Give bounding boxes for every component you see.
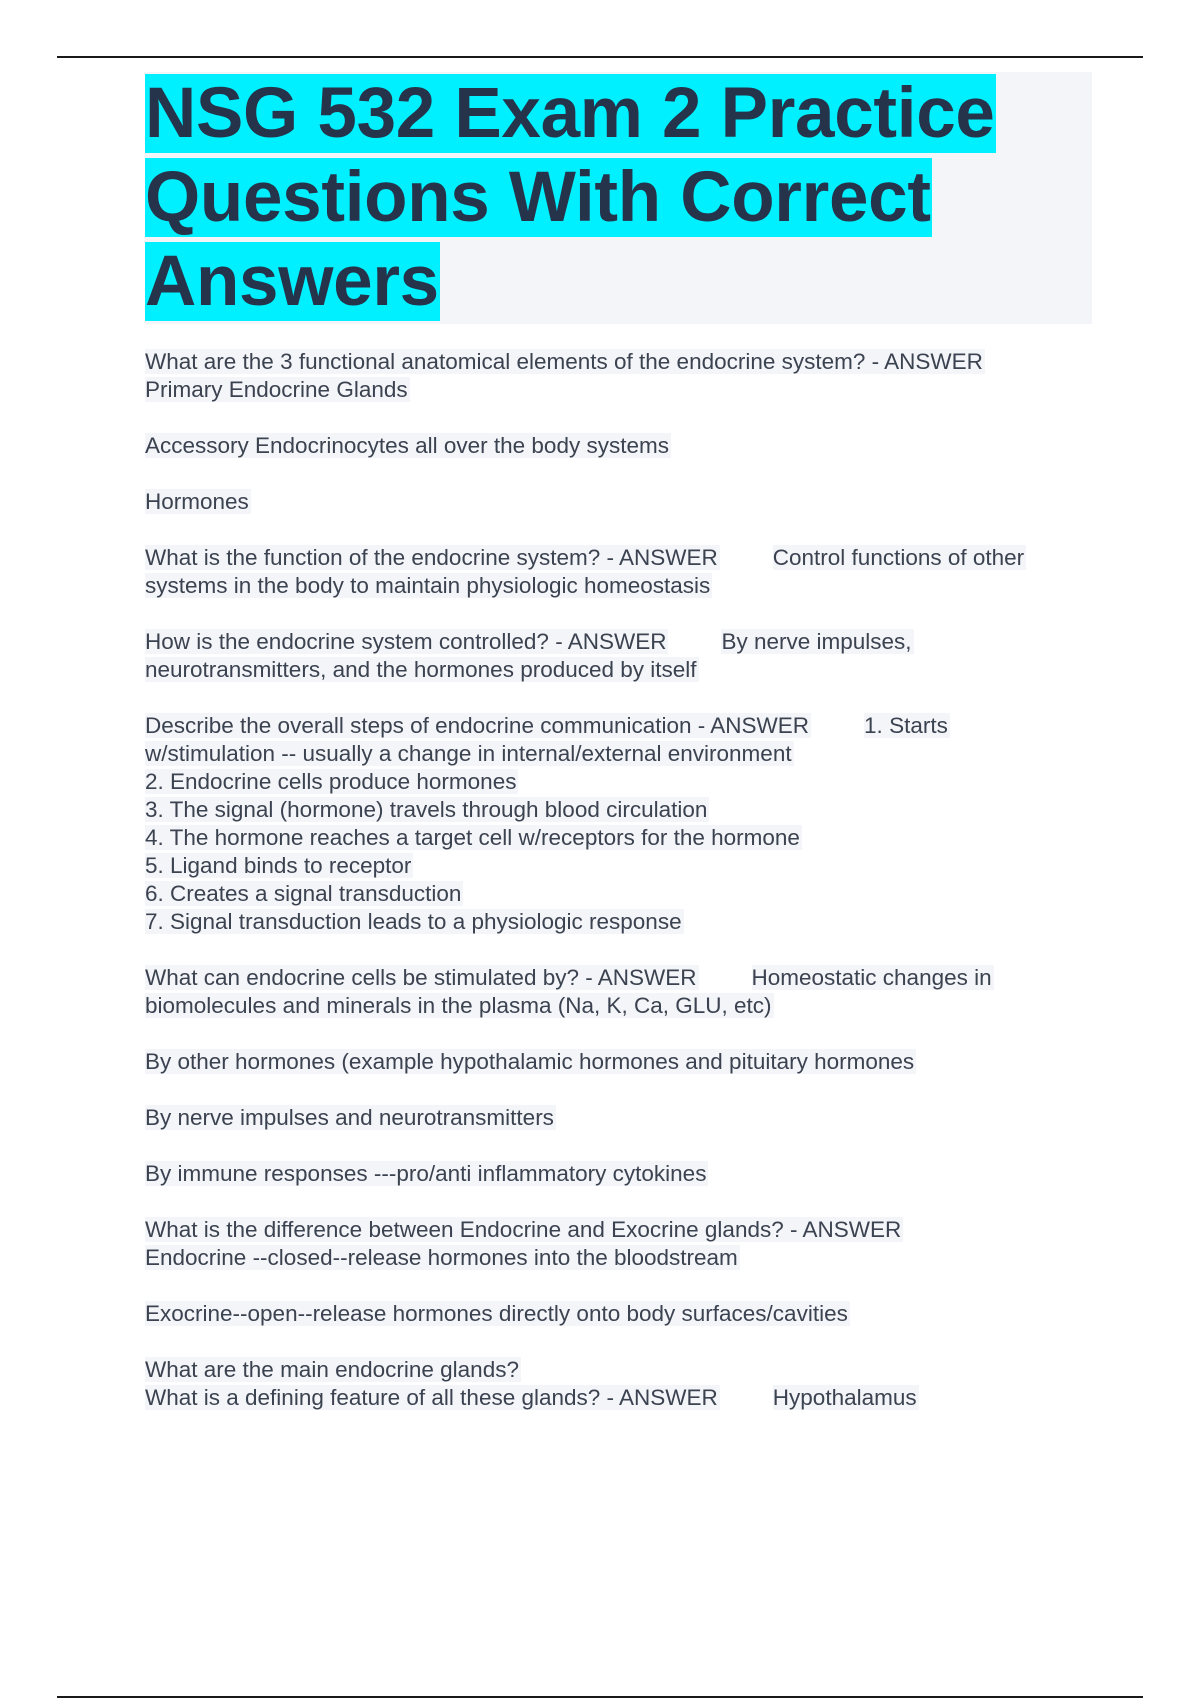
qa-paragraph-steps bbox=[145, 712, 1095, 936]
bottom-rule bbox=[57, 1696, 1143, 1698]
text-line: biomolecules and minerals in the plasma (Na, K, Ca, GLU, etc) bbox=[145, 993, 772, 1018]
list-item: 3. The signal (hormone) travels through blood circulation bbox=[145, 797, 708, 822]
title-line-2: Questions With Correct bbox=[145, 158, 931, 237]
list-item: 4. The hormone reaches a target cell w/receptors for the hormone bbox=[145, 825, 800, 850]
text-line: Accessory Endocrinocytes all over the body systems bbox=[145, 433, 669, 458]
question-text: What is the function of the endocrine system? - ANSWER bbox=[145, 545, 718, 570]
document-body bbox=[145, 348, 1095, 1440]
question-text: What can endocrine cells be stimulated by? - ANSWER bbox=[145, 965, 697, 990]
qa-paragraph-main-glands bbox=[145, 1356, 1095, 1412]
qa-paragraph-1 bbox=[145, 348, 1095, 404]
answer-paragraph-other-hormones bbox=[145, 1048, 1095, 1076]
answer-text: By nerve impulses, bbox=[721, 629, 912, 654]
answer-paragraph-hormones bbox=[145, 488, 1095, 516]
answer-text: Homeostatic changes in bbox=[751, 965, 992, 990]
text-line: What are the main endocrine glands? bbox=[145, 1357, 519, 1382]
text-line: Endocrine --closed--release hormones into the bloodstream bbox=[145, 1245, 738, 1270]
text-line: Exocrine--open--release hormones directly onto body surfaces/cavities bbox=[145, 1301, 848, 1326]
answer-paragraph-exocrine bbox=[145, 1300, 1095, 1328]
list-item: 5. Ligand binds to receptor bbox=[145, 853, 412, 878]
text-line: Primary Endocrine Glands bbox=[145, 377, 408, 402]
question-text: Describe the overall steps of endocrine communication - ANSWER bbox=[145, 713, 810, 738]
qa-paragraph-function bbox=[145, 544, 1095, 600]
text-line: By nerve impulses and neurotransmitters bbox=[145, 1105, 554, 1130]
qa-paragraph-difference bbox=[145, 1216, 1095, 1272]
text-line: What are the 3 functional anatomical elements of the endocrine system? - ANSWER bbox=[145, 349, 983, 374]
list-item: 2. Endocrine cells produce hormones bbox=[145, 769, 517, 794]
question-text: How is the endocrine system controlled? - ANSWER bbox=[145, 629, 667, 654]
title-line-3: Answers bbox=[145, 242, 439, 321]
text-line: By immune responses ---pro/anti inflammatory cytokines bbox=[145, 1161, 707, 1186]
answer-text: Control functions of other bbox=[772, 545, 1025, 570]
text-line: w/stimulation -- usually a change in internal/external environment bbox=[145, 741, 792, 766]
page-title bbox=[145, 72, 1092, 324]
answer-paragraph-nerve bbox=[145, 1104, 1095, 1132]
text-line: What is the difference between Endocrine and Exocrine glands? - ANSWER bbox=[145, 1217, 902, 1242]
top-rule bbox=[57, 56, 1143, 58]
list-item: 6. Creates a signal transduction bbox=[145, 881, 462, 906]
answer-paragraph-accessory bbox=[145, 432, 1095, 460]
text-line: systems in the body to maintain physiologic homeostasis bbox=[145, 573, 711, 598]
text-line: neurotransmitters, and the hormones produced by itself bbox=[145, 657, 697, 682]
answer-paragraph-immune bbox=[145, 1160, 1095, 1188]
qa-paragraph-control bbox=[145, 628, 1095, 684]
title-line-1: NSG 532 Exam 2 Practice bbox=[145, 74, 995, 153]
answer-text: 1. Starts bbox=[864, 713, 948, 738]
list-item: 7. Signal transduction leads to a physiologic response bbox=[145, 909, 682, 934]
qa-paragraph-stimulated bbox=[145, 964, 1095, 1020]
question-text: What is a defining feature of all these glands? - ANSWER bbox=[145, 1385, 718, 1410]
text-line: Hormones bbox=[145, 489, 249, 514]
answer-text: Hypothalamus bbox=[772, 1385, 917, 1410]
text-line: By other hormones (example hypothalamic hormones and pituitary hormones bbox=[145, 1049, 915, 1074]
title-block bbox=[145, 72, 1092, 324]
